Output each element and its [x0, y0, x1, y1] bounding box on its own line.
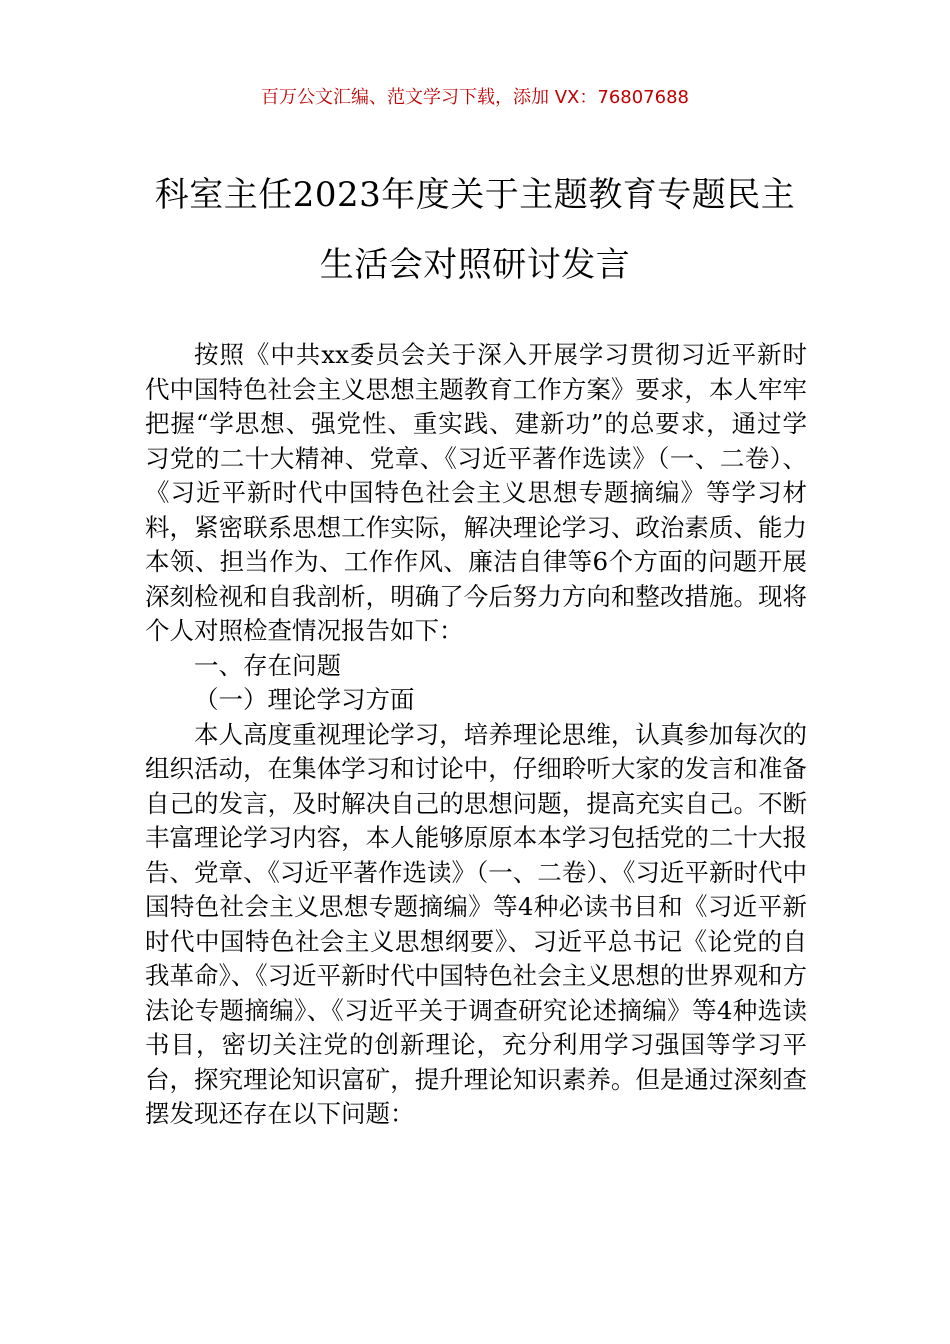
body-paragraph: 本人高度重视理论学习，培养理论思维，认真参加每次的组织活动，在集体学习和讨论中，仔细聆听大家的发言和准备自己的发言，及时解决自己的思想问题，提高充实自己。不断丰富理论学习内容，本人能够原原本本学习包括党的二十大报告、党章、《习近平著作选读》（一、二卷）、《习近平新时代中国特色社会主义思想专题摘编》等4种必读书目和《习近平新时代中国特色社会主义思想纲要》、习近平总书记《论党的自我革命》、《习近平新时代中国特色社会主义思想的世界观和方法论专题摘编》、《习近平关于调查研究论述摘编》等4种选读书目，密切关注党的创新理论，充分利用学习强国等学习平台，探究理论知识富矿，提升理论知识素养。但是通过深刻查摆发现还存在以下问题： — [145, 719, 807, 1128]
section-heading: 一、存在问题 — [194, 650, 341, 680]
title-line-2: 生活会对照研讨发言 — [319, 245, 631, 285]
document-body — [145, 338, 807, 1132]
document-title — [110, 160, 840, 300]
header-note: 百万公文汇编、范文学习下载，添加 VX：76807688 — [261, 87, 689, 108]
subsection-heading: （一）理论学习方面 — [194, 685, 415, 714]
intro-paragraph: 按照《中共xx委员会关于深入开展学习贯彻习近平新时代中国特色社会主义思想主题教育工作方案》要求，本人牢牢把握“学思想、强党性、重实践、建新功”的总要求，通过学习党的二十大精神、党章、《习近平著作选读》（一、二卷）、《习近平新时代中国特色社会主义思想专题摘编》等学习材料，紧密联系思想工作实际，解决理论学习、政治素质、能力本领、担当作为、工作作风、廉洁自律等6个方面的问题开展深刻检视和自我剖析，明确了今后努力方向和整改措施。现将个人对照检查情况报告如下： — [145, 340, 807, 645]
title-line-1: 科室主任2023年度关于主题教育专题民主 — [154, 175, 796, 215]
